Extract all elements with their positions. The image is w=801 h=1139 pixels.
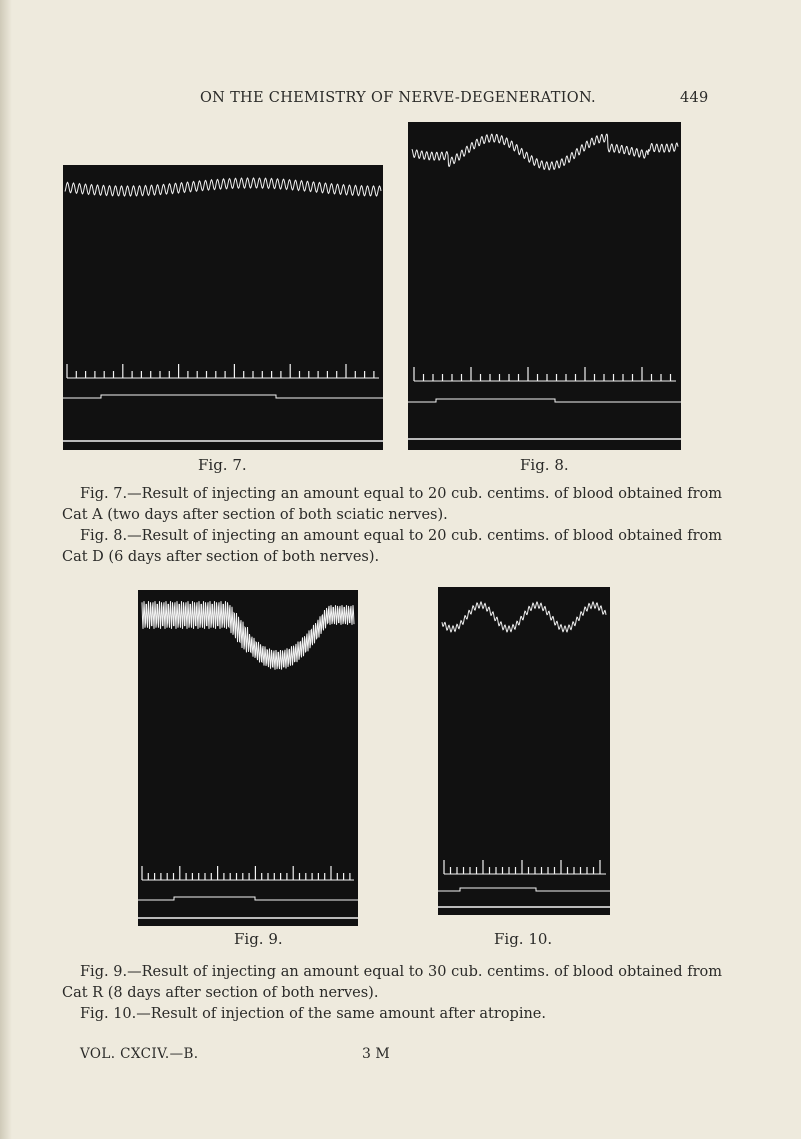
caption-fig9-fig10 (62, 962, 722, 1025)
pressure-trace (442, 602, 606, 632)
signal-line (438, 888, 610, 891)
caption-fig7-fig8 (62, 484, 722, 568)
running-title: ON THE CHEMISTRY OF NERVE-DEGENERATION. (200, 90, 596, 106)
figure-7-label: Fig. 7. (198, 456, 247, 474)
figure-7-tracing (63, 165, 383, 450)
figure-10-label: Fig. 10. (494, 930, 553, 948)
figure-10-tracing (438, 587, 610, 915)
caption-fig10: Fig. 10.—Result of injection of the same amount after atropine. (80, 1006, 546, 1022)
volume-footer: VOL. CXCIV.—B. (80, 1046, 199, 1062)
figure-8-label: Fig. 8. (520, 456, 569, 474)
figure-8-tracing (408, 122, 681, 450)
pressure-trace (65, 178, 381, 196)
figure-9-label: Fig. 9. (234, 930, 283, 948)
signature-mark: 3 M (362, 1046, 390, 1062)
caption-fig7: Fig. 7.—Result of injecting an amount equal to 20 cub. centims. of blood obtained from Cat A (two days after section of both sciatic nerves). (62, 486, 722, 523)
figure-9-tracing (138, 590, 358, 926)
page-number: 449 (680, 90, 709, 106)
pressure-trace (412, 134, 678, 170)
signal-line (138, 897, 358, 900)
signal-line (408, 399, 681, 402)
caption-fig9: Fig. 9.—Result of injecting an amount equal to 30 cub. centims. of blood obtained from Cat R (8 days after section of both nerves). (62, 964, 722, 1001)
pressure-trace (142, 601, 354, 670)
caption-fig8: Fig. 8.—Result of injecting an amount equal to 20 cub. centims. of blood obtained from Cat D (6 days after section of both nerves). (62, 528, 722, 565)
page-edge (0, 0, 12, 1139)
signal-line (63, 395, 383, 398)
